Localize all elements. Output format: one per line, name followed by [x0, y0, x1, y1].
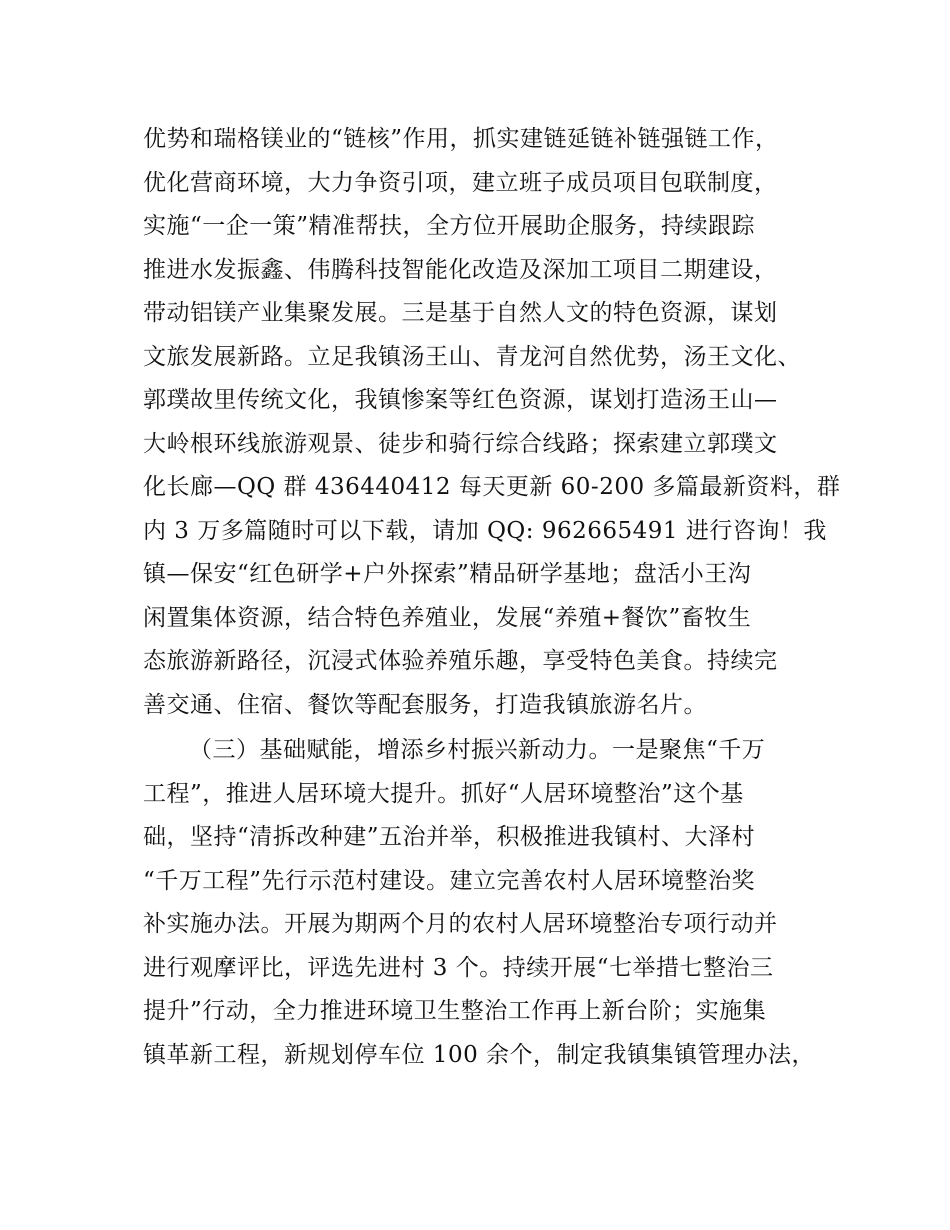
text-line: 镇—保安“红色研学+户外探索”精品研学基地；盘活小王沟	[143, 561, 752, 587]
text-line: 郭璞故里传统文化，我镇惨案等红色资源，谋划打造汤王山—	[143, 387, 778, 413]
text-line: 优化营商环境，大力争资引项，建立班子成员项目包联制度，	[143, 169, 778, 196]
text-line: 善交通、住宿、餐饮等配套服务，打造我镇旅游名片。	[143, 691, 707, 718]
text-line: 优势和瑞格镁业的“链核”作用，抓实建链延链补链强链工作，	[143, 126, 779, 152]
text-line: “千万工程”先行示范村建设。建立完善农村人居环境整治奖	[143, 867, 756, 894]
text-line: 大岭根环线旅游观景、徒步和骑行综合线路；探索建立郭璞文	[143, 430, 778, 457]
text-line: 文旅发展新路。立足我镇汤王山、青龙河自然优势，汤王文化、	[143, 343, 801, 370]
text-line: 础，坚持“清拆改种建”五治并举，积极推进我镇村、大泽村	[143, 824, 756, 850]
text-line: 态旅游新路径，沉浸式体验养殖乐趣，享受特色美食。持续完	[143, 648, 778, 674]
paragraph-1	[143, 118, 843, 727]
section-heading-line: （三）基础赋能，增添乡村振兴新动力。一是聚焦“千万	[189, 737, 766, 763]
document-body	[143, 118, 843, 1077]
text-line: 推进水发振鑫、伟腾科技智能化改造及深加工项目二期建设，	[143, 256, 778, 283]
text-line: 补实施办法。开展为期两个月的农村人居环境整治专项行动并	[143, 911, 778, 937]
text-line: 闲置集体资源，结合特色养殖业，发展“养殖+餐饮”畜牧生	[143, 604, 752, 631]
text-line: 镇革新工程，新规划停车位 100 余个，制定我镇集镇管理办法，	[143, 1041, 816, 1068]
text-line: 工程”，推进人居环境大提升。抓好“人居环境整治”这个基	[143, 780, 744, 807]
text-line: 提升”行动，全力推进环境卫生整治工作再上新台阶；实施集	[143, 998, 767, 1024]
text-line: 实施“一企一策”精准帮扶，全方位开展助企服务，持续跟踪	[143, 213, 756, 239]
text-line: 进行观摩评比，评选先进村 3 个。持续开展“七举措七整治三	[143, 954, 774, 981]
paragraph-2	[143, 729, 843, 1077]
text-line: 内 3 万多篇随时可以下载，请加 QQ: 962665491 进行咨询！我	[143, 517, 827, 544]
text-line: 带动铝镁产业集聚发展。三是基于自然人文的特色资源，谋划	[143, 300, 778, 326]
text-line: 化长廊—QQ 群 436440412 每天更新 60-200 多篇最新资料，群	[143, 474, 841, 500]
